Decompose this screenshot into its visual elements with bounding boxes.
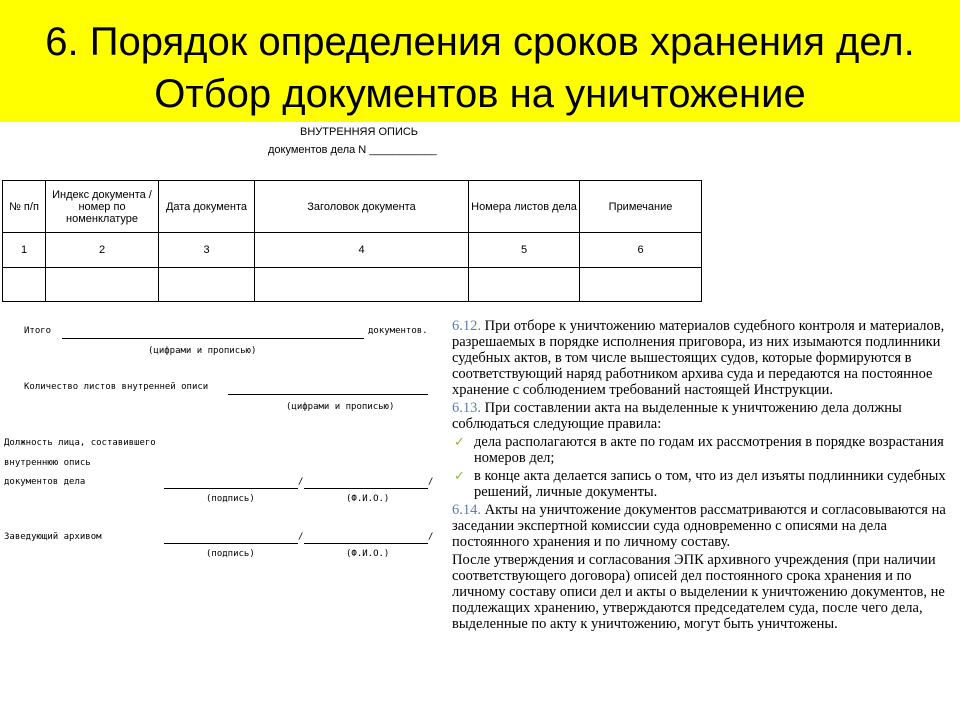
col-number: 5 [469, 233, 580, 268]
col-header: № п/п [3, 181, 46, 233]
sheets-count-line [228, 394, 428, 395]
documents-label: документов. [368, 326, 428, 336]
digits-words-caption-2: (цифрами и прописью) [286, 402, 395, 412]
table-row [3, 233, 702, 268]
slash: / [298, 532, 304, 542]
title-line-2: Отбор документов на уничтожение [154, 72, 806, 116]
empty-cell [469, 268, 580, 302]
checkmark-icon: ✓ [454, 434, 465, 449]
col-header: Заголовок документа [255, 181, 469, 233]
position-label-3: документов дела [4, 477, 86, 487]
checkmark-icon: ✓ [454, 468, 465, 483]
slash: / [298, 477, 304, 487]
paragraph-6-14 [452, 502, 952, 550]
itogo-line [62, 338, 364, 339]
signature-line-1 [164, 488, 298, 489]
signature-caption-1: (подпись) [206, 494, 255, 504]
paragraph-6-12 [452, 318, 952, 398]
paragraph-6-13 [452, 400, 952, 432]
fio-caption-2: (Ф.И.О.) [346, 549, 390, 559]
empty-cell [46, 268, 159, 302]
table-header-row [3, 181, 702, 233]
col-header: Дата документа [159, 181, 255, 233]
section-number: 6.12. [452, 318, 481, 334]
opis-heading: ВНУТРЕННЯЯ ОПИСЬ [300, 126, 419, 138]
paragraph-text: При составлении акта на выделенные к уничтожению дела должны соблюдаться следующие правила: [452, 400, 902, 432]
digits-words-caption-1: (цифрами и прописью) [148, 346, 257, 356]
col-number: 3 [159, 233, 255, 268]
empty-cell [255, 268, 469, 302]
empty-cell [580, 268, 702, 302]
signature-line-2 [164, 543, 298, 544]
fio-line-2 [304, 543, 428, 544]
fio-caption-1: (Ф.И.О.) [346, 494, 390, 504]
col-number: 1 [3, 233, 46, 268]
empty-cell [159, 268, 255, 302]
col-number: 4 [255, 233, 469, 268]
rules-list [452, 434, 952, 500]
paragraph-text: При отборе к уничтожению материалов судебного контроля и материалов, разрешаемых в порядке исполнения приговора, из них изымаются подлинники судебных актов, в том числе вышестоящих судов, которые формируются в соответствующий наряд работником архива суда и передаются на постоянное хранение с соблюдением требований настоящей Инструкции. [452, 318, 945, 398]
position-label-2: внутреннюю опись [4, 458, 91, 468]
empty-cell [3, 268, 46, 302]
list-item [452, 434, 952, 466]
itogo-label: Итого [24, 326, 52, 336]
title-banner [0, 0, 960, 122]
col-header: Индекс документа / номер по номенклатуре [46, 181, 159, 233]
title-line-1: 6. Порядок определения сроков хранения дел. [45, 20, 915, 64]
opis-subheading: документов дела N ___________ [268, 144, 437, 156]
fio-line-1 [304, 488, 428, 489]
col-number: 2 [46, 233, 159, 268]
archivist-label: Заведующий архивом [4, 532, 102, 542]
paragraph-text: Акты на уничтожение документов рассматриваются и согласовываются на заседании экспертной комиссии суда одновременно с описями на дела постоянного хранения и по личному составу. [452, 502, 946, 550]
col-number: 6 [580, 233, 702, 268]
inventory-table [2, 180, 702, 302]
list-item-text: дела располагаются в акте по годам их рассмотрения в порядке возрастания номеров дел; [474, 434, 944, 466]
slash: / [428, 532, 434, 542]
sheets-count-label: Количество листов внутренней описи [24, 382, 209, 392]
rules-text [452, 318, 952, 634]
signature-caption-2: (подпись) [206, 549, 255, 559]
section-number: 6.14. [452, 502, 481, 518]
list-item [452, 468, 952, 500]
list-item-text: в конце акта делается запись о том, что из дел изъяты подлинники судебных решений, личные документы. [474, 468, 946, 500]
position-label-1: Должность лица, составившего [4, 438, 156, 448]
paragraph-final: После утверждения и согласования ЭПК архивного учреждения (при наличии соответствующего договора) описей дел постоянного срока хранения и по личному составу описи дел и акты о выделении к уничтожению документов, не подлежащих хранению, утверждаются председателем суда, после чего дела, выделенные по акту к уничтожению, могут быть уничтожены. [452, 552, 945, 632]
slash: / [428, 477, 434, 487]
table-row [3, 268, 702, 302]
section-number: 6.13. [452, 400, 481, 416]
col-header: Номера листов дела [469, 181, 580, 233]
col-header: Примечание [580, 181, 702, 233]
